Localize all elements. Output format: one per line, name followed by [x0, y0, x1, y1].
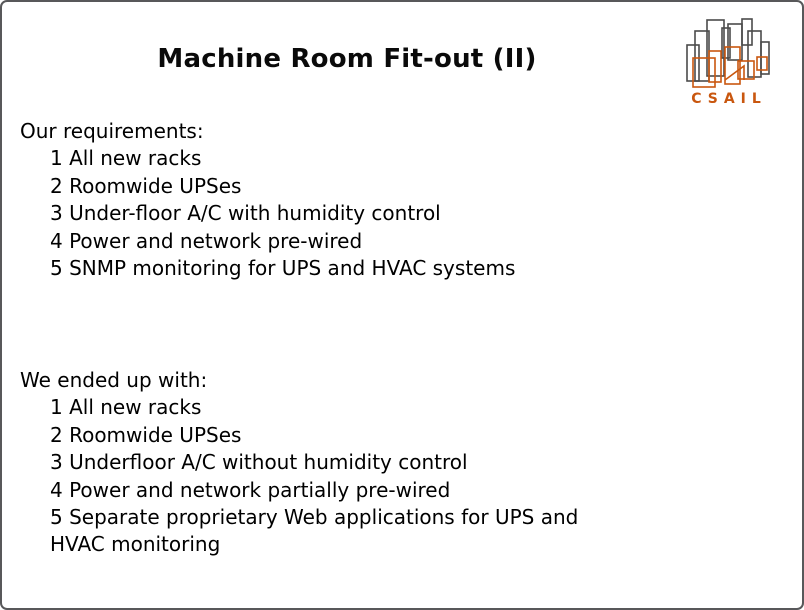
csail-logo-text: CSAIL [691, 91, 767, 107]
requirements-list [20, 118, 640, 282]
list-item: 4 Power and network pre-wired [50, 228, 363, 253]
list-item: 3 Under-floor A/C with humidity control [50, 201, 441, 226]
csail-skyline-icon [676, 14, 776, 90]
list-item: 5 SNMP monitoring for UPS and HVAC systems [50, 256, 516, 281]
slide-title: Machine Room Fit-out (II) [157, 44, 537, 74]
list-item: 2 Roomwide UPSes [50, 422, 242, 447]
csail-logo [676, 14, 776, 108]
list-item: 3 Underfloor A/C without humidity control [50, 450, 468, 475]
list-item: 5 Separate proprietary Web applications for UPS and HVAC monitoring [50, 505, 579, 557]
outcome-heading: We ended up with: [20, 368, 208, 392]
outcome-list [20, 367, 640, 559]
list-item: 1 All new racks [50, 395, 202, 420]
list-item: 4 Power and network partially pre-wired [50, 477, 451, 502]
list-item: 2 Roomwide UPSes [50, 173, 242, 198]
list-item: 1 All new racks [50, 146, 202, 171]
requirements-heading: Our requirements: [20, 119, 204, 143]
